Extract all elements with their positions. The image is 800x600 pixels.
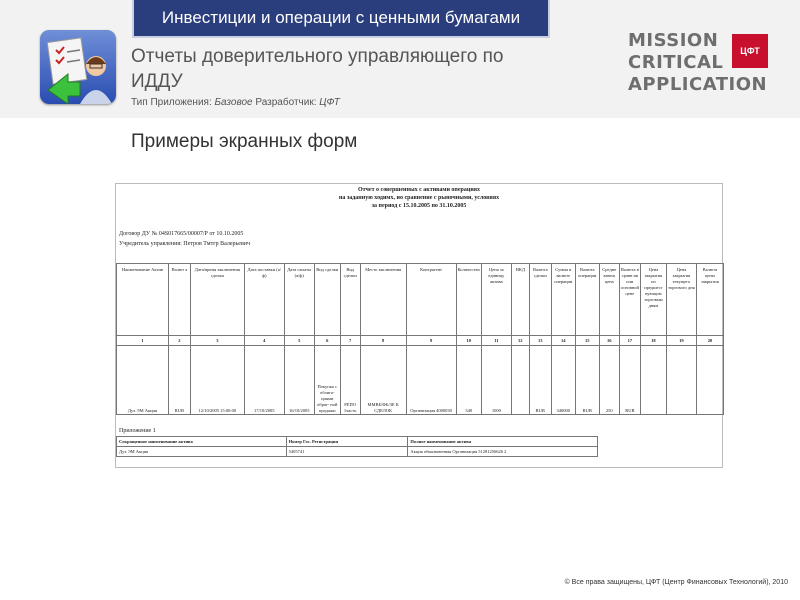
table-cell: Вид сделки — [314, 264, 340, 336]
logo-line-3: APPLICATION — [628, 74, 768, 95]
report-title-line: за период с 15.10.2005 по 31.10.2005 — [371, 203, 467, 209]
table-cell: 5405741 — [286, 447, 408, 457]
table-cell: 12/10/2005 15:00:00 — [190, 346, 244, 415]
report-app-icon — [40, 30, 116, 104]
type-label: Тип Приложения: — [131, 97, 212, 108]
app-name: Отчеты доверительного управляющего по ИДДУ — [131, 46, 504, 92]
table-cell — [640, 346, 666, 415]
dev-value: ЦФТ — [319, 97, 340, 108]
dev-label: Разработчик: — [255, 97, 317, 108]
section-title: Примеры экранных форм — [131, 131, 358, 152]
table-cell: RUB — [619, 346, 640, 415]
table-cell: Покупка с облига- циями обрат- ной продажи — [314, 346, 340, 415]
table-cell: 16/10/2005 — [284, 346, 314, 415]
table-cell: Вид сделки — [340, 264, 360, 336]
table-cell: Валют а — [168, 264, 190, 336]
title-banner — [132, 0, 550, 38]
table-cell: Организация 4000030 — [406, 346, 456, 415]
table-cell: НКД — [511, 264, 529, 336]
table-cell: 1 — [117, 336, 169, 346]
copyright-footer: © Все права защищены, ЦФТ (Центр Финансовых Технологий), 2010 — [564, 579, 788, 586]
table-cell: 10 — [456, 336, 481, 346]
table-cell: 9 — [406, 336, 456, 346]
manager-line: Учредитель управления: Петров Тмтгр Валерьевич — [119, 241, 251, 247]
table-row — [117, 346, 724, 415]
table-cell: 2 — [168, 336, 190, 346]
table-cell: RUB — [575, 346, 599, 415]
table-cell: Наименование Актив — [117, 264, 169, 336]
table-cell — [696, 346, 723, 415]
table-cell: 13 — [529, 336, 551, 346]
table-cell: 18 — [640, 336, 666, 346]
table-cell: Валюта в сравн ив или основной цене — [619, 264, 640, 336]
report-title-line: на заданную ходимх, ио сравнение с рыночными, условиях — [338, 195, 500, 201]
table-cell: 7 — [340, 336, 360, 346]
table-cell: Валюта сделки — [529, 264, 551, 336]
table-cell: 16 — [599, 336, 619, 346]
logo-line-2: CRITICAL — [628, 52, 724, 73]
table-cell: Дата поставки (а/ф) — [244, 264, 284, 336]
table-cell — [511, 346, 529, 415]
table-cell: Валюта цены закрытия — [696, 264, 723, 336]
table-cell: 4 — [244, 336, 284, 346]
table-cell: ММВБ/ФБ/ЗЕ К СДЕЛОК — [360, 346, 406, 415]
table-cell: 14 — [551, 336, 575, 346]
appendix-row — [117, 447, 598, 457]
table-cell: 5 — [284, 336, 314, 346]
table-cell: РЕПО 1часть — [340, 346, 360, 415]
report-title — [116, 186, 722, 210]
table-cell: 12 — [511, 336, 529, 346]
report-table — [116, 263, 724, 415]
table-cell: 19 — [666, 336, 696, 346]
table-cell: Цена за единицу актива — [481, 264, 511, 336]
table-cell: 6 — [314, 336, 340, 346]
table-cell: 340000 — [551, 346, 575, 415]
mission-critical-logo — [628, 30, 773, 98]
table-cell: Акция обыкновенная Организация 51281256626 2 — [408, 447, 598, 457]
table-cell: 250 — [599, 346, 619, 415]
table-cell: Количество — [456, 264, 481, 336]
table-cell: Полное наименование актива — [408, 437, 598, 447]
appendix-table — [116, 436, 598, 457]
table-header-row — [117, 264, 724, 336]
table-cell: 340 — [456, 346, 481, 415]
table-cell: RUB — [529, 346, 551, 415]
table-cell: Сокращенное наименование актива — [117, 437, 287, 447]
table-cell: Дух ЭМ Акция — [117, 346, 169, 415]
report-title-line: Отчет о совершенных с активами операциях — [357, 187, 481, 193]
table-cell: 8 — [360, 336, 406, 346]
table-cell: Контрагент — [406, 264, 456, 336]
table-cell: RUB — [168, 346, 190, 415]
table-cell: Место заключения — [360, 264, 406, 336]
table-cell: 17 — [619, 336, 640, 346]
contract-line: Договор ДУ № 04S017665/00007/Р от 10.10.2005 — [119, 231, 244, 237]
appendix-label: Приложение 1 — [119, 428, 156, 434]
table-cell — [666, 346, 696, 415]
logo-line-1: MISSION — [628, 30, 719, 51]
table-cell: 17/10/2005 — [244, 346, 284, 415]
table-cell: Дата оплаты (а/ф) — [284, 264, 314, 336]
appendix-header-row — [117, 437, 598, 447]
report-screenshot — [115, 183, 723, 468]
table-cell: 1000 — [481, 346, 511, 415]
type-value: Базовое — [214, 97, 253, 108]
table-cell: Средне взвеш цена — [599, 264, 619, 336]
table-cell: 15 — [575, 336, 599, 346]
table-cell: Сумма в валюте операции — [551, 264, 575, 336]
app-meta — [131, 97, 340, 108]
banner-title: Инвестиции и операции с ценными бумагами — [161, 8, 521, 27]
table-cell: Дух ЭМ Акция — [117, 447, 287, 457]
table-cell: Номер Гос. Регистрации — [286, 437, 408, 447]
table-cell: Дата/время заключения сделки — [190, 264, 244, 336]
table-cell: Цена закрытия по предшест вующим торговым дням — [640, 264, 666, 336]
table-cell: 11 — [481, 336, 511, 346]
table-cell: 3 — [190, 336, 244, 346]
table-cell: Валюта операции — [575, 264, 599, 336]
table-cell: Цена закрытия текущего торгового дня — [666, 264, 696, 336]
table-cell: 20 — [696, 336, 723, 346]
cft-badge: ЦФТ — [732, 34, 768, 68]
table-number-row — [117, 336, 724, 346]
